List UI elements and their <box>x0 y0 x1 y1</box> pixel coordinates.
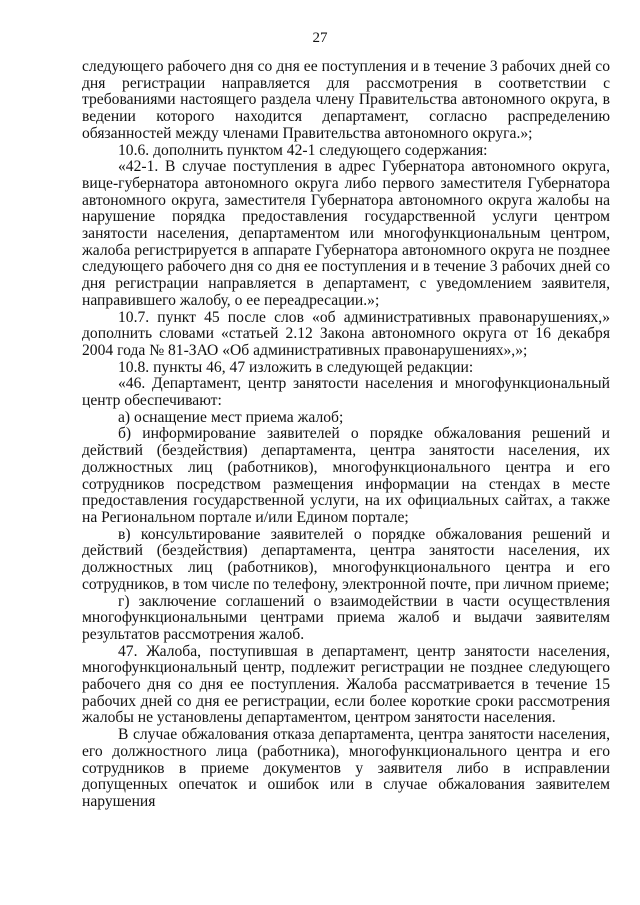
document-body <box>82 59 610 811</box>
paragraph: «42-1. В случае поступления в адрес Губернатора автономного округа, вице-губернатора автономного округа либо первого заместителя Губернатора автономного округа, заместителя Губернатора автономного округа жалобы на нарушение порядка предоставления государственной услуги центром занятости населения, департаментом или многофункциональным центром, жалоба регистрируется в аппарате Губернатора автономного округа не позднее следующего рабочего дня со дня ее поступления и в течение 3 рабочих дней со дня регистрации направляется в департамент, с уведомлением заявителя, направившего жалобу, о ее переадресации.»; <box>82 158 610 309</box>
paragraph: 10.8. пункты 46, 47 изложить в следующей редакции: <box>118 358 474 376</box>
paragraph: 10.6. дополнить пунктом 42-1 следующего содержания: <box>118 141 488 159</box>
paragraph: а) оснащение мест приема жалоб; <box>118 408 344 426</box>
paragraph: б) информирование заявителей о порядке обжалования решений и действий (бездействия) департамента, центра занятости населения, их должностных лиц (работников), многофункционального центра и его сотрудников посредством размещения информации на стендах в месте предоставления государственной услуги, на их официальных сайтах, а также на Региональном портале и/или Едином портале; <box>82 425 610 526</box>
paragraph: «46. Департамент, центр занятости населения и многофункциональный центр обеспечивают: <box>82 375 610 410</box>
page-number: 27 <box>312 30 328 46</box>
paragraph: 47. Жалоба, поступившая в департамент, центр занятости населения, многофункциональный центр, подлежит регистрации не позднее следующего рабочего дня со дня ее поступления. Жалоба рассматривается в течение 15 рабочих дней со дня ее регистрации, если более короткие сроки рассмотрения жалобы не установлены департаментом, центром занятости населения. <box>82 642 610 727</box>
paragraph: в) консультирование заявителей о порядке обжалования решений и действий (бездействия) департамента, центра занятости населения, их должностных лиц (работников), многофункционального центра и его сотрудников, в том числе по телефону, электронной почте, при личном приеме; <box>82 525 610 593</box>
paragraph: 10.7. пункт 45 после слов «об административных правонарушениях,» дополнить словами «статьей 2.12 Закона автономного округа от 16 декабря 2004 года № 81-ЗАО «Об административных правонарушениях»,»; <box>82 308 610 359</box>
paragraph: г) заключение соглашений о взаимодействии в части осуществления многофункциональными центрами приема жалоб и выдачи заявителям результатов рассмотрения жалоб. <box>82 592 610 643</box>
paragraph: следующего рабочего дня со дня ее поступления и в течение 3 рабочих дней со дня регистрации направляется для рассмотрения в соответствии с требованиями настоящего раздела члену Правительства автономного округа, в ведении которого находится департамент, согласно распределению обязанностей между членами Правительства автономного округа.»; <box>82 58 610 142</box>
paragraph: В случае обжалования отказа департамента, центра занятости населения, его должностного лица (работника), многофункционального центра и его сотрудников в приеме документов у заявителя либо в исправлении допущенных опечаток и ошибок или в случае обжалования заявителем нарушения <box>82 726 610 810</box>
